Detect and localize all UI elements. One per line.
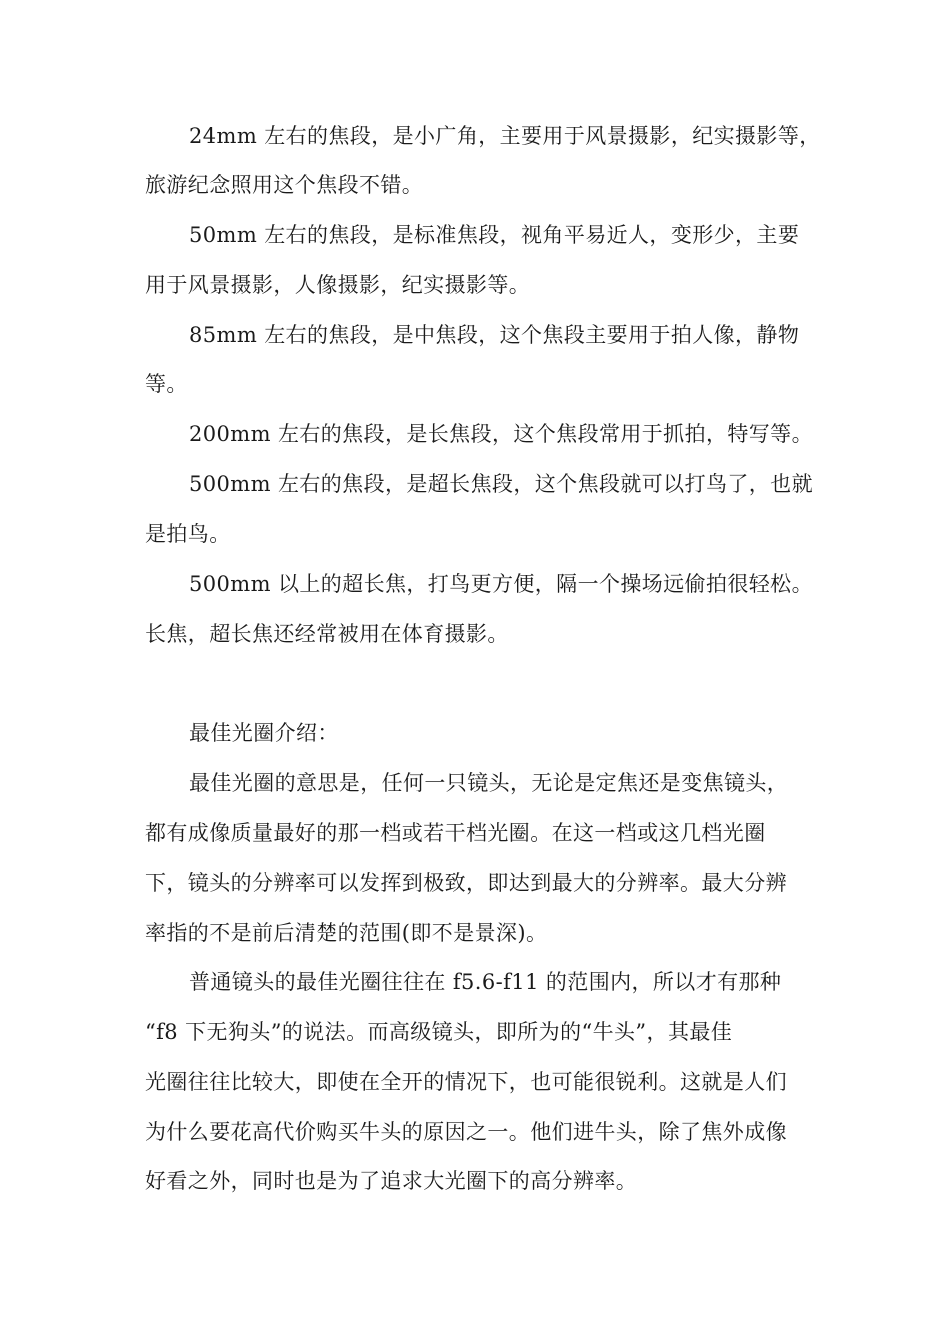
paragraph-common-lens-line-2: “f8 下无狗头”的说法。而高级镜头，即所为的“牛头”，其最佳 xyxy=(145,1020,733,1044)
paragraph-500mm-line-2: 是拍鸟。 xyxy=(145,522,231,546)
paragraph-85mm-line-1: 85mm 左右的焦段，是中焦段，这个焦段主要用于拍人像，静物 xyxy=(189,323,800,347)
paragraph-best-aperture-line-2: 都有成像质量最好的那一档或若干档光圈。在这一档或这几档光圈 xyxy=(145,821,766,845)
paragraph-common-lens-line-5: 好看之外，同时也是为了追求大光圈下的高分辨率。 xyxy=(145,1169,638,1193)
paragraph-common-lens-line-3: 光圈往往比较大，即使在全开的情况下，也可能很锐利。这就是人们 xyxy=(145,1070,787,1094)
paragraph-200mm-line-1: 200mm 左右的焦段，是长焦段，这个焦段常用于抓拍，特写等。 xyxy=(189,422,813,446)
paragraph-best-aperture-line-3: 下，镜头的分辨率可以发挥到极致，即达到最大的分辨率。最大分辨 xyxy=(145,871,787,895)
paragraph-24mm-line-1: 24mm 左右的焦段，是小广角，主要用于风景摄影，纪实摄影等， xyxy=(189,124,821,148)
paragraph-50mm-line-1: 50mm 左右的焦段，是标准焦段，视角平易近人，变形少，主要 xyxy=(189,223,800,247)
paragraph-500plus-line-1: 500mm 以上的超长焦，打鸟更方便，隔一个操场远偷拍很轻松。 xyxy=(189,572,813,596)
paragraph-24mm-line-2: 旅游纪念照用这个焦段不错。 xyxy=(145,173,424,197)
paragraph-common-lens-line-1: 普通镜头的最佳光圈往往在 f5.6-f11 的范围内，所以才有那种 xyxy=(189,970,782,994)
paragraph-85mm-line-2: 等。 xyxy=(145,372,188,396)
paragraph-500plus-line-2: 长焦，超长焦还经常被用在体育摄影。 xyxy=(145,622,509,646)
paragraph-50mm-line-2: 用于风景摄影，人像摄影，纪实摄影等。 xyxy=(145,273,531,297)
paragraph-500mm-line-1: 500mm 左右的焦段，是超长焦段，这个焦段就可以打鸟了，也就 xyxy=(189,472,813,496)
paragraph-common-lens-line-4: 为什么要花高代价购买牛头的原因之一。他们进牛头，除了焦外成像 xyxy=(145,1120,787,1144)
paragraph-best-aperture-line-4: 率指的不是前后清楚的范围(即不是景深)。 xyxy=(145,921,548,945)
section-heading: 最佳光圈介绍： xyxy=(189,721,339,745)
paragraph-best-aperture-line-1: 最佳光圈的意思是，任何一只镜头，无论是定焦还是变焦镜头， xyxy=(189,771,789,795)
